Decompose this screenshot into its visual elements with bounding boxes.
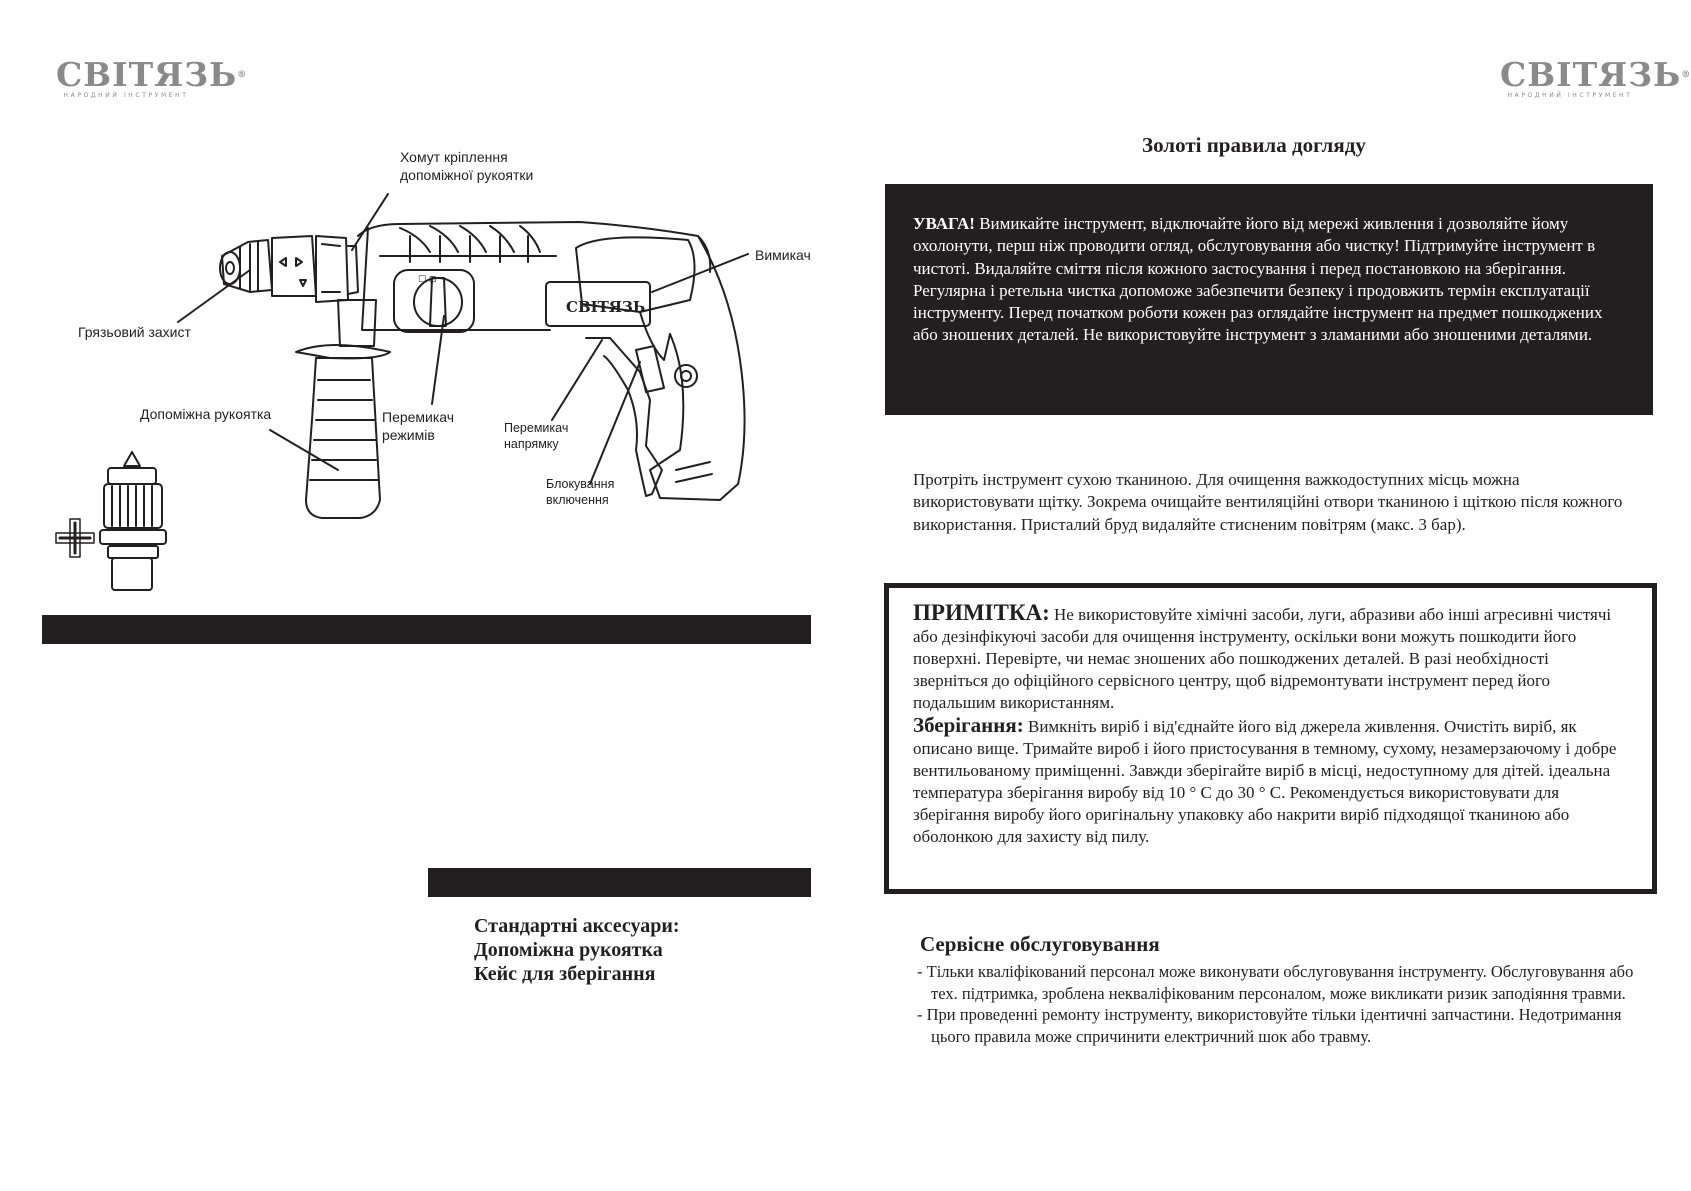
note-box	[884, 583, 1657, 894]
logo-mark: ®	[237, 70, 248, 80]
logo-tagline: НАРОДНИЙ ІНСТРУМЕНТ	[63, 92, 189, 99]
logo-word: СВІТЯЗЬ	[56, 55, 238, 94]
section-bar-top	[42, 615, 811, 644]
label-lock-line1: Блокування	[546, 477, 615, 491]
warning-lead: УВАГА!	[913, 214, 975, 233]
label-clamp-line1: Хомут кріплення	[400, 149, 508, 165]
label-dust-guard: Грязьовий захист	[78, 324, 191, 340]
tool-brand-text: СВІТЯЗЬ	[566, 298, 646, 316]
logo-tagline: НАРОДНИЙ ІНСТРУМЕНТ	[1507, 92, 1633, 99]
accessories-list	[474, 914, 680, 986]
label-lock-line2: включення	[546, 493, 609, 507]
label-direction-line2: напрямку	[504, 437, 559, 451]
care-title: Золоті правила догляду	[1142, 133, 1366, 157]
label-mode-switch	[382, 408, 454, 444]
service-list	[917, 961, 1657, 1047]
label-direction-switch	[504, 420, 568, 452]
service-item: - При проведенні ремонту інструменту, використовуйте тільки ідентичні запчастини. Недотримання цього правила може спричинити електричний шок або травму.	[917, 1005, 1622, 1046]
accessory-item: Допоміжна рукоятка	[474, 939, 663, 961]
storage-text: Вимкніть виріб і від'єднайте його від джерела живлення. Очистіть виріб, як описано вище. Тримайте вироб і його пристосування в темному, сухому, незамерзаючому і добре вентильованому приміщенні. Завжди зберігайте виріб в місці, недоступному для дітей. ідеальна температура зберігання виробу від 10 ° С до 30 ° С. Рекомендується використовувати для зберігання виробу його оригінальну упаковку або накрити виріб підходящої тканиною або оболонкою для захисту від пилу.	[913, 717, 1617, 846]
label-aux-handle: Допоміжна рукоятка	[140, 406, 272, 422]
label-mode-line2: режимів	[382, 427, 435, 443]
svg-text:☐ ⊡: ☐ ⊡	[418, 275, 437, 285]
label-lock	[546, 476, 614, 508]
service-item: - Тільки кваліфікований персонал може виконувати обслуговування інструменту. Обслуговування або тех. підтримка, зроблена некваліфікованим персоналом, може викликати ризик заподіяння травми.	[917, 962, 1634, 1003]
service-title: Сервісне обслуговування	[920, 932, 1160, 956]
logo-word: СВІТЯЗЬ	[1500, 55, 1682, 94]
accessory-item: Кейс для зберігання	[474, 963, 656, 985]
warning-box	[885, 184, 1653, 415]
note-text: Не використовуйте хімічні засоби, луги, абразиви або інші агресивні чистячі або дезінфікуючі засоби для очищення інструменту, оскільки вони можуть пошкодити його поверхні. Перевірте, чи немає зношених або пошкоджених деталей. В разі необхідності зверніться до офіційного сервісного центру, щоб відремонтувати інструмент перед його подальшим використанням.	[913, 605, 1612, 712]
label-clamp	[400, 148, 533, 184]
warning-text: Вимикайте інструмент, відключайте його від мережі живлення і дозволяйте йому охолонути, перш ніж проводити огляд, обслуговування або чистку! Підтримуйте інструмент в чистоті. Видаляйте сміття після кожного застосування і перед постановкою на зберігання. Регулярна і ретельна чистка допоможе забезпечити безпеку і продовжить термін експлуатації інструменту. Перед початком роботи кожен раз оглядайте інструмент на предмет пошкоджених або зношених деталей. Не використовуйте інструмент з зламаними або зношеними деталями.	[913, 214, 1603, 345]
label-switch: Вимикач	[755, 247, 811, 263]
section-bar-accessories	[428, 868, 811, 897]
brand-logo-right	[1500, 55, 1691, 100]
logo-mark: ®	[1681, 70, 1691, 80]
label-clamp-line2: допоміжної рукоятки	[400, 167, 534, 183]
accessories-heading: Стандартні аксесуари:	[474, 915, 680, 937]
label-direction-line1: Перемикач	[504, 421, 569, 435]
cleaning-paragraph: Протріть інструмент сухою тканиною. Для очищення важкодоступних місць можна використовувати щітку. Зокрема очищайте вентиляційні отвори тканиною і щіткою після кожного використання. Присталий бруд видаляйте стисненим повітрям (макс. 3 бар).	[913, 470, 1623, 534]
rotary-hammer-diagram	[0, 0, 820, 610]
note-lead: ПРИМІТКА:	[913, 600, 1050, 625]
label-mode-line1: Перемикач	[382, 409, 455, 425]
storage-lead: Зберігання:	[913, 713, 1024, 737]
